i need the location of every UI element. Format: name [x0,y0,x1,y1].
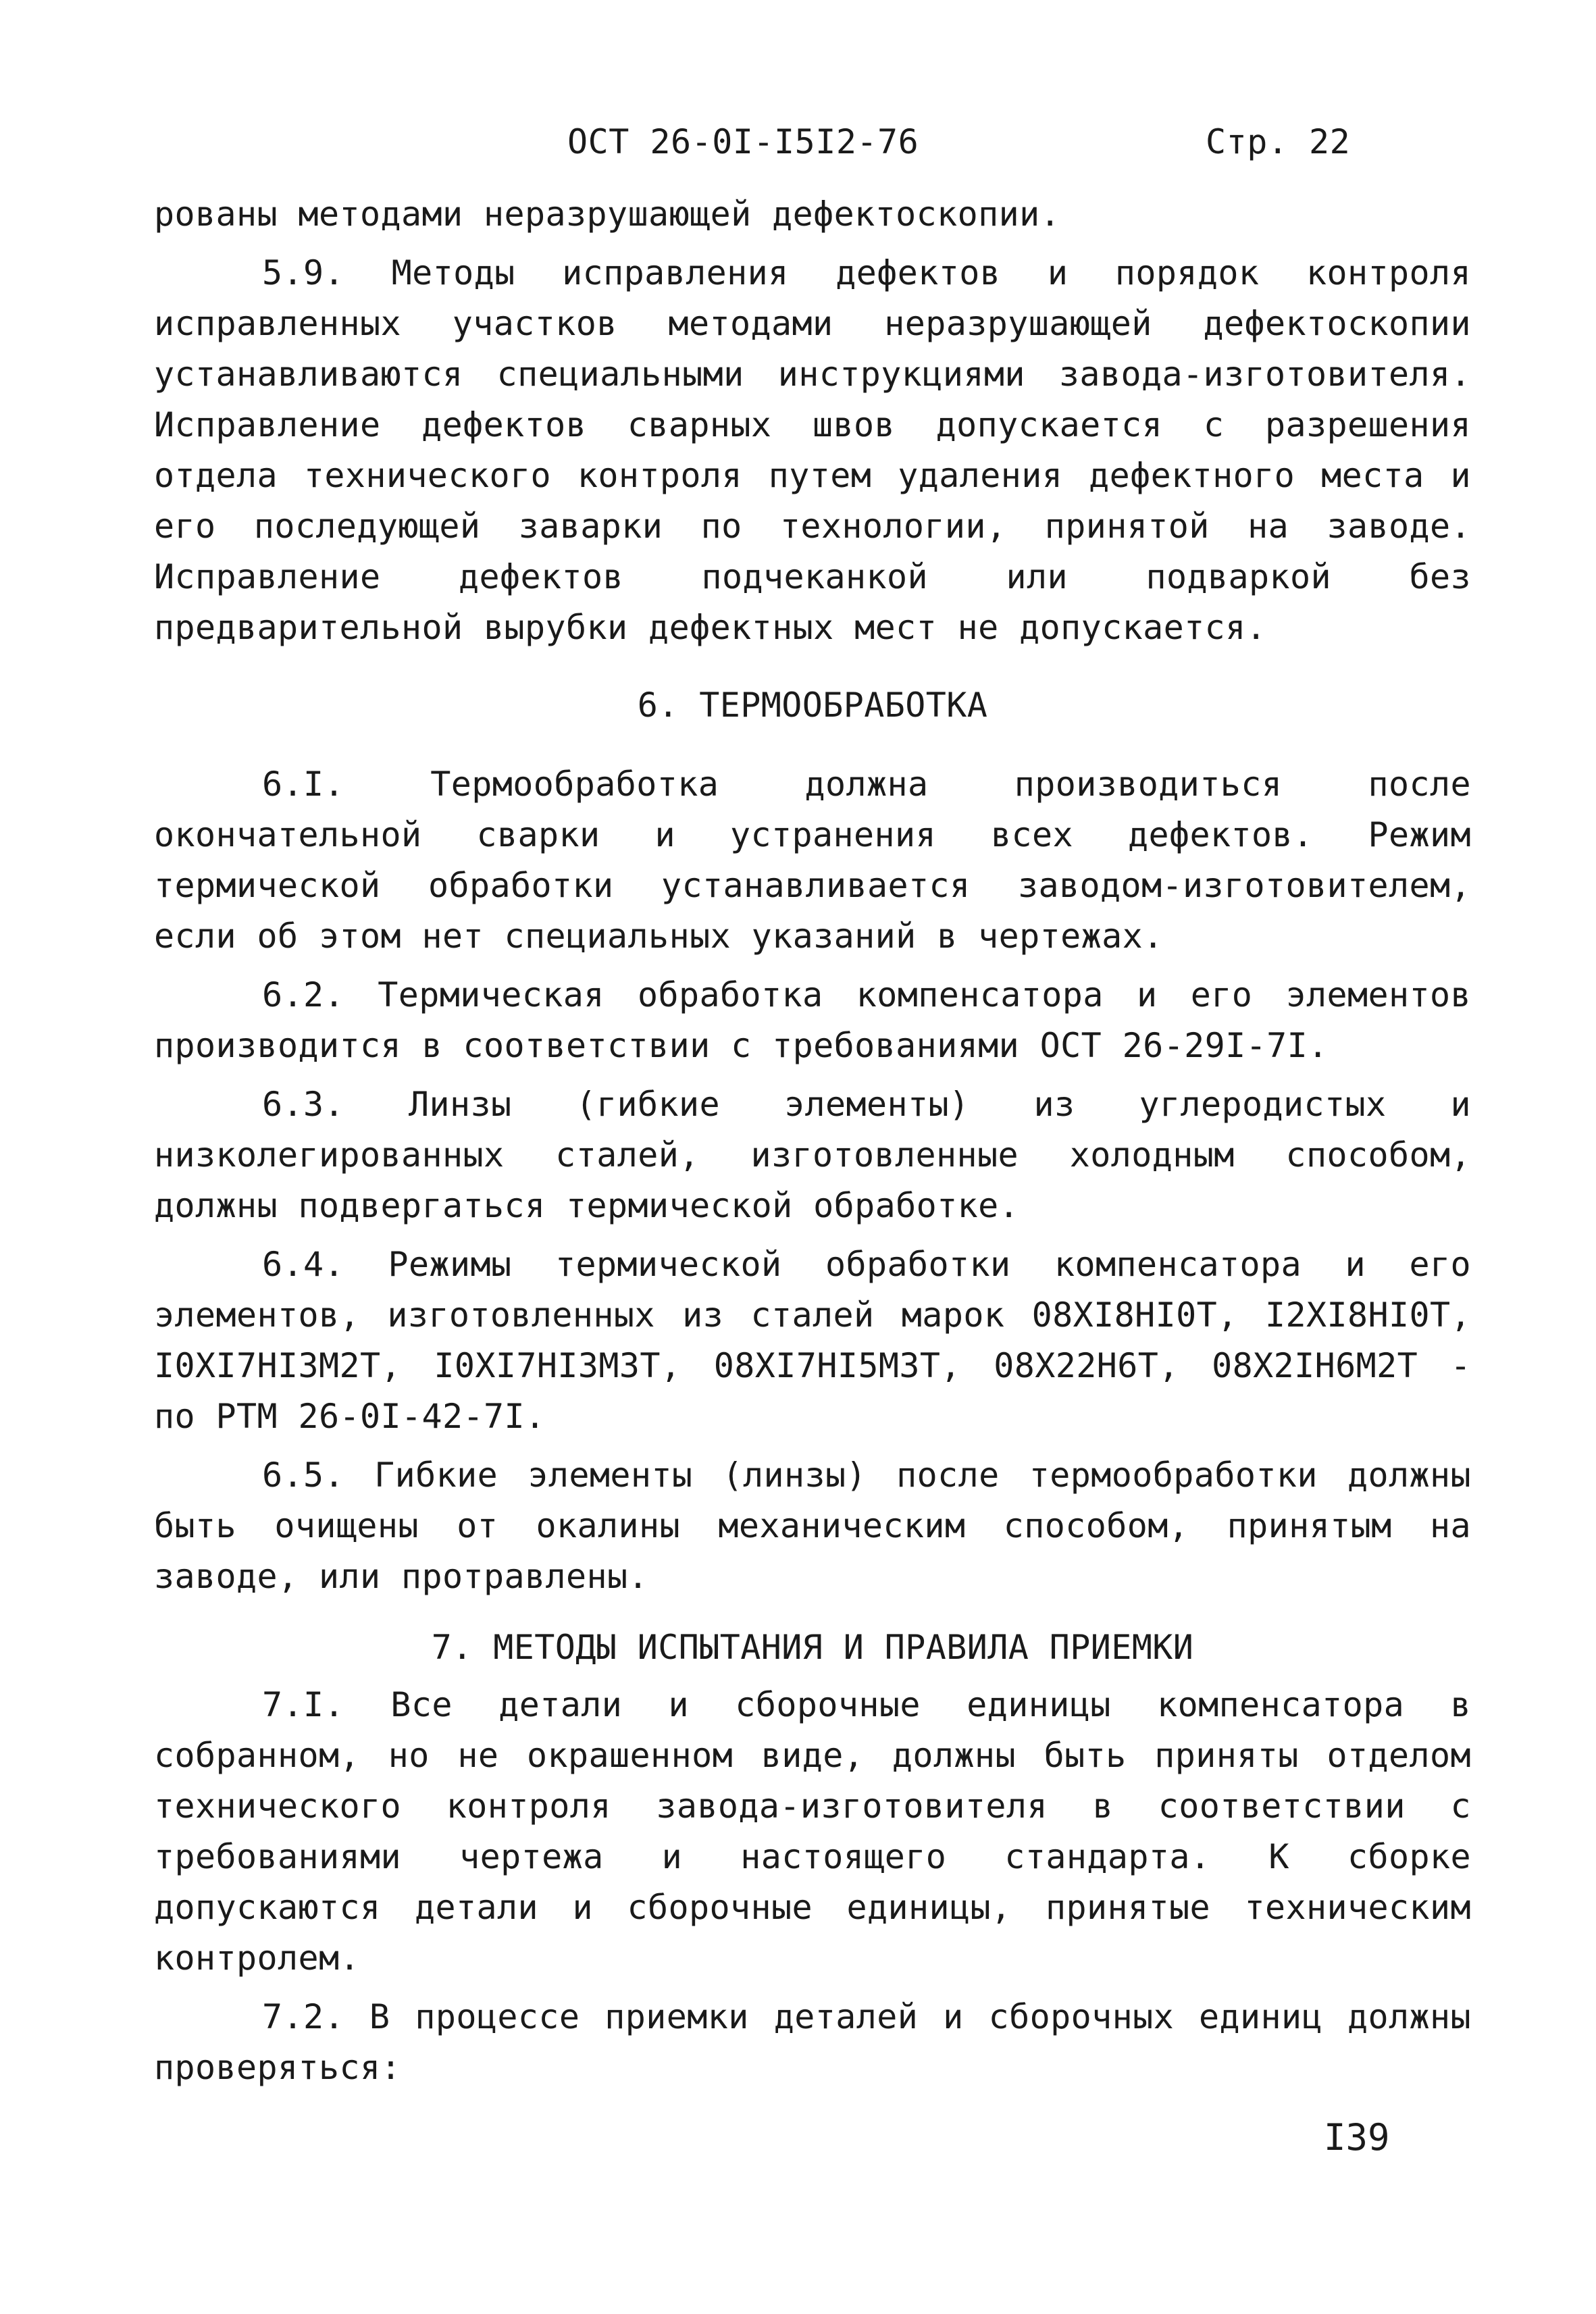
paragraph-6-5: 6.5. Гибкие элементы (линзы) после термообработки должны быть очищены от окалины механическим способом, принятым на заводе, или протравлены. [154,1456,1471,1596]
document-code: ОСТ 26-0I-I5I2-76 [567,122,919,161]
paragraph-6-4: 6.4. Режимы термической обработки компенсатора и его элементов, изготовленных из сталей марок 08XI8HI0T, I2XI8HI0T, I0XI7HI3M2T, I0XI7HI3M3T, 08XI7HI5M3T, 08X22H6T, 08X2IH6M2T - по РТМ 26-0I-42-7I. [154,1245,1471,1436]
section-6-title: 6. ТЕРМООБРАБОТКА [637,686,988,725]
document-body [154,189,1471,2093]
paragraph-7-2: 7.2. В процессе приемки деталей и сборочных единиц должны проверяться: [154,1997,1471,2087]
section-7-title: 7. МЕТОДЫ ИСПЫТАНИЯ И ПРАВИЛА ПРИЕМКИ [431,1628,1194,1667]
paragraph-5-9: 5.9. Методы исправления дефектов и порядок контроля исправленных участков методами неразрушающей дефектоскопии устанавливаются специальными инструкциями завода-изготовителя. Исправление дефектов сварных швов допускается с разрешения отдела технического контроля путем удаления дефектного места и его последующей заварки по технологии, принятой на заводе. Исправление дефектов подчеканкой или подваркой без предварительной вырубки дефектных мест не допускается. [154,253,1471,647]
page-number: I39 [1324,2116,1390,2159]
page-reference: Стр. 22 [1206,122,1351,161]
paragraph-5-8-continuation: рованы методами неразрушающей дефектоскопии. [154,195,1061,234]
paragraph-6-2: 6.2. Термическая обработка компенсатора и его элементов производится в соответствии с требованиями ОСТ 26-29I-7I. [154,975,1471,1065]
paragraph-6-3: 6.3. Линзы (гибкие элементы) из углеродистых и низколегированных сталей, изготовленные холодным способом, должны подвергаться термической обработке. [154,1085,1471,1225]
paragraph-6-1: 6.I. Термообработка должна производиться после окончательной сварки и устранения всех дефектов. Режим термической обработки устанавливается заводом-изготовителем, если об этом нет специальных указаний в чертежах. [154,765,1471,956]
paragraph-7-1: 7.I. Все детали и сборочные единицы компенсатора в собранном, но не окрашенном виде, должны быть приняты отделом технического контроля завода-изготовителя в соответствии с требованиями чертежа и настоящего стандарта. К сборке допускаются детали и сборочные единицы, принятые техническим контролем. [154,1685,1471,1978]
